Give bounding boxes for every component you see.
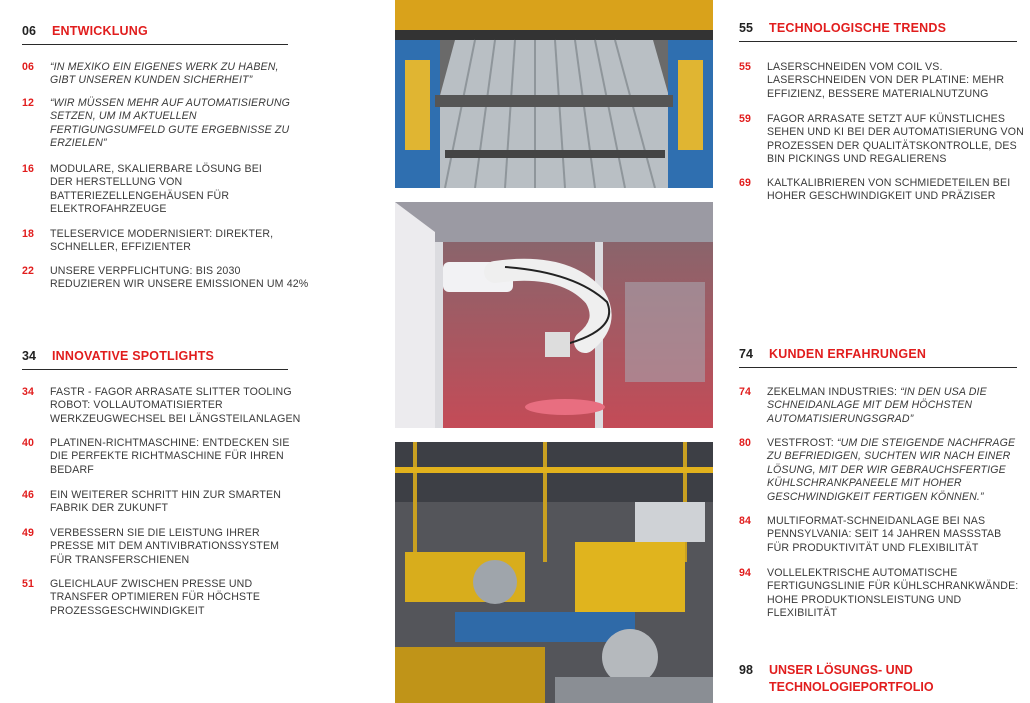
page-number: 40 <box>22 437 35 449</box>
section-header-spotlights <box>22 349 288 370</box>
entry-text: KALTKALIBRIEREN VON SCHMIEDETEILEN BEI HOHER GESCHWINDIGKEIT UND PRÄZISER <box>767 177 1011 203</box>
section-title: ENTWICKLUNG <box>52 24 148 38</box>
page-number: 69 <box>739 177 752 189</box>
toc-entry[interactable] <box>22 578 277 618</box>
photo-robot-arm <box>395 202 713 428</box>
page-number: 59 <box>739 113 752 125</box>
toc-entry[interactable] <box>22 163 272 217</box>
section-header-trends <box>739 21 1017 42</box>
toc-entry[interactable] <box>739 515 1024 555</box>
photo-slitting-line <box>395 0 713 188</box>
entry-text: “WIR MÜSSEN MEHR AUF AUTOMATISIERUNG SETZEN, UM IM AKTUELLEN FERTIGUNGSUMFELD GUTE ERGEBNISSE ZU ERZIELEN” <box>50 97 291 150</box>
page-number: 12 <box>22 97 35 109</box>
section-number: 98 <box>739 663 753 677</box>
page-number: 80 <box>739 437 752 449</box>
toc-entry[interactable] <box>22 489 292 516</box>
section-title: UNSER LÖSUNGS- UND TECHNOLOGIEPORTFOLIO <box>769 663 934 694</box>
page-number: 16 <box>22 163 35 175</box>
section-title: KUNDEN ERFAHRUNGEN <box>769 347 927 361</box>
entry-text: VESTFROST: “UM DIE STEIGENDE NACHFRAGE ZU BEFRIEDIGEN, SUCHTEN WIR NACH EINER LÖSUNG, MIT DER WIR GEBRAUCHSFERTIGE KÜHLSCHRANKPANEELE MIT HOHER GESCHWINDIGKEIT FERTIGEN KÖNNEN.” <box>767 437 1016 503</box>
entry-text: UNSERE VERPFLICHTUNG: BIS 2030 REDUZIEREN WIR UNSERE EMISSIONEN UM 42% <box>50 265 309 291</box>
entry-text: GLEICHLAUF ZWISCHEN PRESSE UND TRANSFER OPTIMIEREN FÜR HÖCHSTE PROZESSGESCHWINDIGKEIT <box>50 578 261 617</box>
section-header-entwicklung <box>22 24 288 45</box>
toc-entry[interactable] <box>22 61 292 88</box>
entry-text: “IN MEXIKO EIN EIGENES WERK ZU HABEN, GIBT UNSEREN KUNDEN SICHERHEIT” <box>50 61 279 87</box>
entry-text: TELESERVICE MODERNISIERT: DIREKTER, SCHNELLER, EFFIZIENTER <box>50 228 274 254</box>
toc-entry[interactable] <box>22 265 312 292</box>
page-number: 34 <box>22 386 35 398</box>
page-number: 06 <box>22 61 35 73</box>
toc-entry[interactable] <box>739 113 1024 167</box>
toc-entry[interactable] <box>22 97 292 151</box>
toc-entry[interactable] <box>739 567 1024 621</box>
page-number: 84 <box>739 515 752 527</box>
toc-entry[interactable] <box>739 437 1024 504</box>
page-number: 74 <box>739 386 752 398</box>
entry-text: MODULARE, SKALIERBARE LÖSUNG BEI DER HERSTELLUNG VON BATTERIEZELLENGEHÄUSEN FÜR ELEKTROFAHRZEUGE <box>50 163 263 216</box>
page-number: 94 <box>739 567 752 579</box>
entry-text: LASERSCHNEIDEN VOM COIL VS. LASERSCHNEIDEN VON DER PLATINE: MEHR EFFIZIENZ, BESSERE MATERIALNUTZUNG <box>767 61 1005 100</box>
entry-text: ZEKELMAN INDUSTRIES: “IN DEN USA DIE SCHNEIDANLAGE MIT DEM HÖCHSTEN AUTOMATISIERUNGSGRAD” <box>767 386 987 425</box>
page-number: 55 <box>739 61 752 73</box>
entry-text: FAGOR ARRASATE SETZT AUF KÜNSTLICHES SEHEN UND KI BEI DER AUTOMATISIERUNG VON PROZESSEN DER QUALITÄTSKONTROLLE, DES BIN PICKINGS UND REGALIERENS <box>767 113 1024 166</box>
entry-text: VOLLELEKTRISCHE AUTOMATISCHE FERTIGUNGSLINIE FÜR KÜHLSCHRANKWÄNDE: HOHE PRODUKTIONSLEISTUNG UND FLEXIBILITÄT <box>767 567 1019 620</box>
page-number: 49 <box>22 527 35 539</box>
section-title: TECHNOLOGISCHE TRENDS <box>769 21 947 35</box>
section-title: INNOVATIVE SPOTLIGHTS <box>52 349 215 363</box>
toc-entry[interactable] <box>22 228 277 255</box>
section-header-kunden <box>739 347 1017 368</box>
section-number: 55 <box>739 21 753 35</box>
toc-entry[interactable] <box>22 437 292 477</box>
toc-entry[interactable] <box>22 527 304 567</box>
toc-entry[interactable] <box>739 61 1021 101</box>
section-header-portfolio[interactable] <box>739 662 934 696</box>
section-number: 34 <box>22 349 36 363</box>
entry-text: VERBESSERN SIE DIE LEISTUNG IHRER PRESSE MIT DEM ANTIVIBRATIONSSYSTEM FÜR TRANSFERSCHIENEN <box>50 527 280 566</box>
toc-entry[interactable] <box>739 386 999 426</box>
section-number: 06 <box>22 24 36 38</box>
page-number: 18 <box>22 228 35 240</box>
page-number: 46 <box>22 489 35 501</box>
page-number: 22 <box>22 265 35 277</box>
photo-factory-hall <box>395 442 713 703</box>
page-number: 51 <box>22 578 35 590</box>
entry-text: MULTIFORMAT-SCHNEIDANLAGE BEI NAS PENNSYLVANIA: SEIT 14 JAHREN MASSSTAB FÜR PRODUKTIVITÄT UND FLEXIBILITÄT <box>767 515 1002 554</box>
entry-text: FASTR - FAGOR ARRASATE SLITTER TOOLING ROBOT: VOLLAUTOMATISIERTER WERKZEUGWECHSEL BEI LÄNGSTEILANLAGEN <box>50 386 301 425</box>
toc-entry[interactable] <box>22 386 302 426</box>
entry-text: EIN WEITERER SCHRITT HIN ZUR SMARTEN FABRIK DER ZUKUNFT <box>50 489 282 515</box>
section-number: 74 <box>739 347 753 361</box>
entry-text: PLATINEN-RICHTMASCHINE: ENTDECKEN SIE DIE PERFEKTE RICHTMASCHINE FÜR IHREN BEDARF <box>50 437 290 476</box>
toc-entry[interactable] <box>739 177 1024 204</box>
